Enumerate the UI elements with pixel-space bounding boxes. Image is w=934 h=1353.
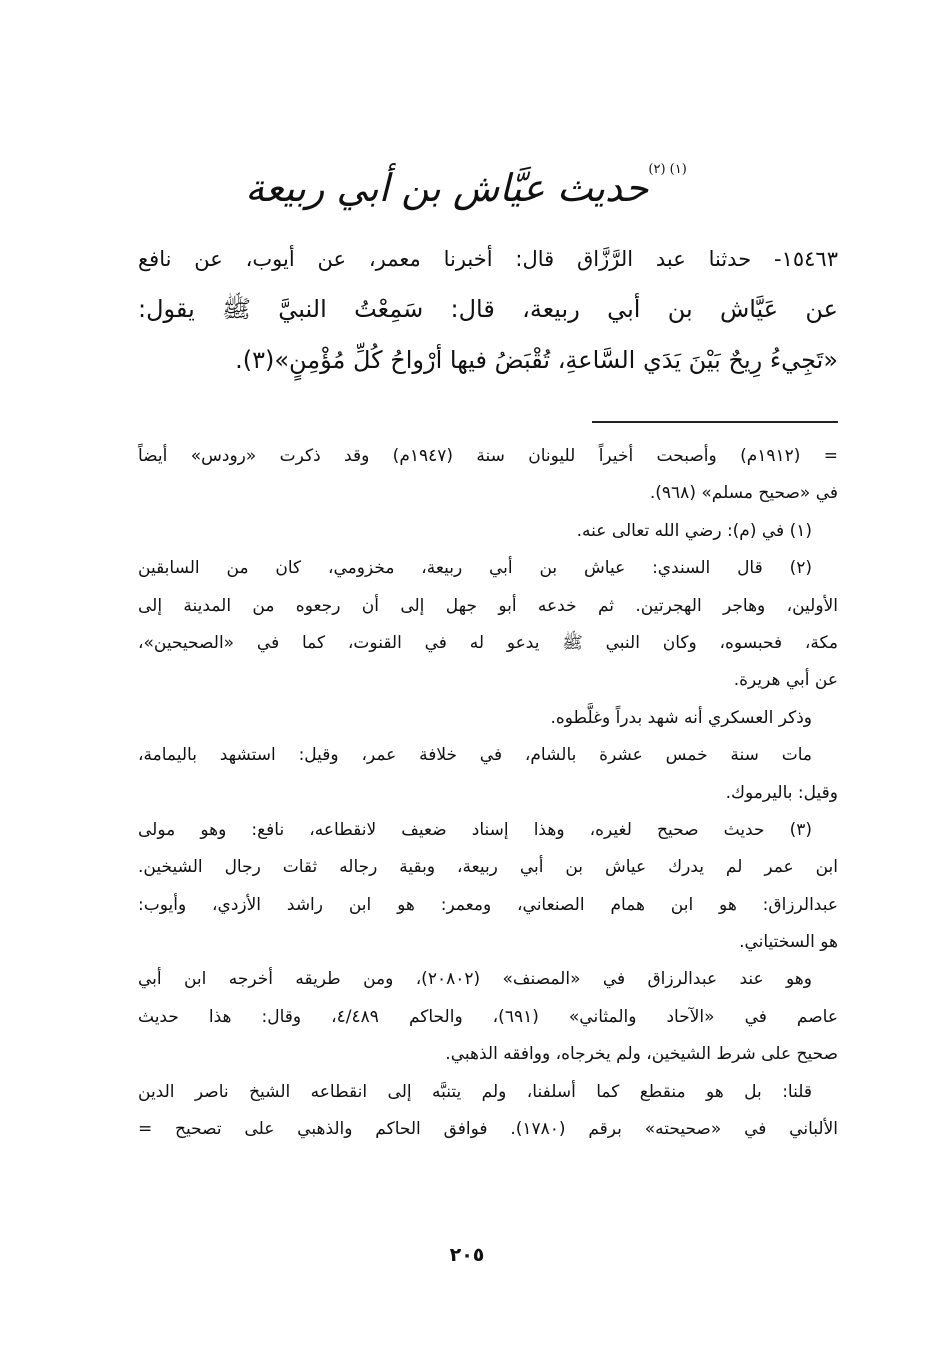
footnote-line: وذكر العسكري أنه شهد بدراً وغلَّطوه. [550,707,812,728]
hadith-text [138,236,838,384]
footnote-line: مكة، فحبسوه، وكان النبي ﷺ يدعو له في القنوت، كما في «الصحيحين»، [138,632,838,653]
footnotes [138,438,838,1148]
footnote-line: (٣) حديث صحيح لغيره، وهذا إسناد ضعيف لانقطاعه، نافع: وهو مولى [138,819,812,840]
footnote-line: هو السختياني. [739,932,838,953]
footnote-line: قلنا: بل هو منقطع كما أسلفنا، ولم يتنبَّه إلى انقطاعه الشيخ ناصر الدين [138,1081,812,1102]
footnote-line: عاصم في «الآحاد والمثاني» (٦٩١)، والحاكم ٤/٤٨٩، وقال: هذا حديث [138,1006,838,1027]
footnote-line: الألباني في «صحيحته» برقم (١٧٨٠). فوافق الحاكم والذهبي على تصحيح = [138,1119,838,1140]
footnote-line: (٢) قال السندي: عياش بن أبي ربيعة، مخزومي، كان من السابقين [138,558,812,579]
footnote-line: عبدالرزاق: هو ابن همام الصنعاني، ومعمر: هو ابن راشد الأزدي، وأيوب: [138,894,838,915]
footnote-line: = (١٩١٢م) وأصبحت أخيراً لليونان سنة (١٩٤٧م) وقد ذكرت «رودس» أيضاً [138,446,839,466]
chapter-title-text: حديث عيَّاش بن أبي ربيعة [245,166,649,210]
hadith-narrator-line: عن عَيَّاش بن أبي ربيعة، قال: سَمِعْتُ النبيَّ ﷺ يقول: [138,295,838,323]
footnote-line: الأولين، وهاجر الهجرتين. ثم خدعه أبو جهل إلى أن رجعوه من المدينة إلى [138,595,838,616]
chapter-title [245,162,689,210]
chapter-heading [200,140,734,218]
footnote-line: وقيل: باليرموك. [725,782,838,803]
hadith-isnad-line: ١٥٤٦٣- حدثنا عبد الرَّزَّاق قال: أخبرنا معمر، عن أيوب، عن نافع [138,247,838,271]
footnote-line: وهو عند عبدالرزاق في «المصنف» (٢٠٨٠٢)، ومن طريقه أخرجه ابن أبي [138,969,812,990]
footnote-line: مات سنة خمس عشرة بالشام، في خلافة عمر، وقيل: استشهد باليمامة، [138,745,812,766]
title-footnote-refs: (١) (٢) [648,162,687,177]
footnote-line: صحيح على شرط الشيخين، ولم يخرجاه، ووافقه الذهبي. [445,1044,838,1065]
footnote-line: (١) في (م): رضي الله تعالى عنه. [576,520,812,541]
hadith-matn-line: «تَجِيءُ رِيحٌ بَيْنَ يَدَي السَّاعةِ، تُقْبَضُ فيها أرْواحُ كُلِّ مُؤْمِنٍ»(٣). [235,346,838,374]
page-number: ٢٠٥ [449,1244,485,1266]
footnote-line: ابن عمر لم يدرك عياش بن أبي ربيعة، وبقية رجاله ثقات رجال الشيخين. [138,857,838,878]
footnote-line: عن أبي هريرة. [733,670,838,691]
footnote-line: في «صحيح مسلم» (٩٦٨). [649,483,838,504]
footnote-separator [592,421,838,423]
